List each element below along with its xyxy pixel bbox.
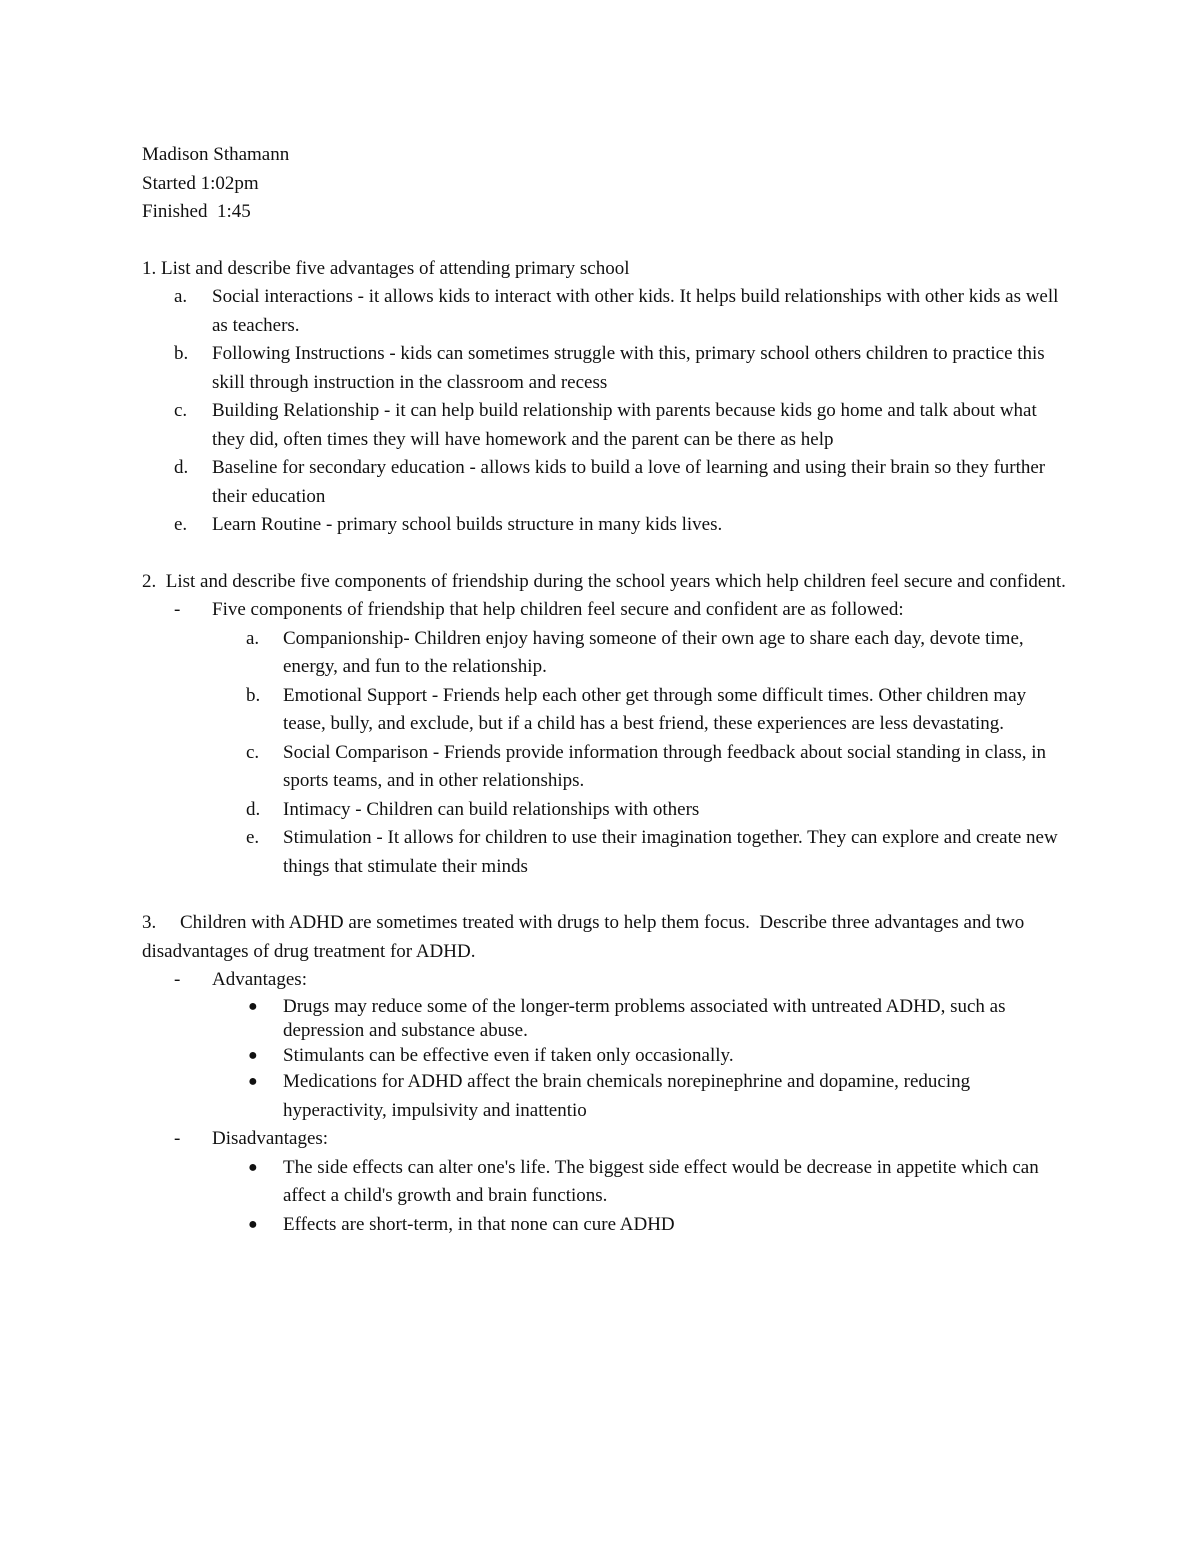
list-item-text: Drugs may reduce some of the longer-term problems associated with untreated ADHD, such as depression and substance abuse. xyxy=(283,995,1006,1041)
list-item-text: Companionship- Children enjoy having someone of their own age to share each day, devote time, energy, and fun to the relationship. xyxy=(283,627,1024,677)
question-1-prompt: 1. List and describe five advantages of attending primary school xyxy=(142,257,630,279)
list-item-text: Building Relationship - it can help build relationship with parents because kids go home and talk about what they did, often times they will have homework and the parent can be there as help xyxy=(212,400,1037,450)
list-item xyxy=(142,596,1072,625)
list-marker: c. xyxy=(174,400,188,421)
bullet-icon: ● xyxy=(248,1046,258,1064)
author-name: Madison Sthamann xyxy=(142,144,290,165)
list-item xyxy=(142,283,1072,340)
dash-marker: - xyxy=(174,969,181,990)
list-item-text: Five components of friendship that help children feel secure and confident are as followed: xyxy=(212,599,904,620)
advantages-heading xyxy=(142,966,1072,995)
list-item-text: The side effects can alter one's life. The biggest side effect would be decrease in appetite which can affect a child's growth and brain functions. xyxy=(283,1156,1039,1206)
bullet-icon: ● xyxy=(248,1158,258,1176)
document-page xyxy=(142,141,1072,1239)
list-item-text: Baseline for secondary education - allows kids to build a love of learning and using their brain so they further their education xyxy=(212,457,1046,507)
question-3 xyxy=(142,909,1072,1239)
list-item-text: Medications for ADHD affect the brain chemicals norepinephrine and dopamine, reducing hyperactivity, impulsivity and inattentio xyxy=(283,1071,971,1121)
list-marker: a. xyxy=(246,627,260,649)
question-1 xyxy=(142,255,1072,540)
list-item xyxy=(142,824,1072,881)
list-item xyxy=(142,796,1072,825)
list-item xyxy=(142,511,1072,540)
list-item xyxy=(142,340,1072,397)
question-3-prompt: 3. Children with ADHD are sometimes treated with drugs to help them focus. Describe three advantages and two disadvantages of drug treatment for ADHD. xyxy=(142,912,1029,962)
list-item xyxy=(142,1211,1072,1240)
list-item-text: Social interactions - it allows kids to interact with other kids. It helps build relationships with other kids as well as teachers. xyxy=(212,286,1059,336)
question-2-prompt: 2. List and describe five components of friendship during the school years which help children feel secure and confident. xyxy=(142,570,1066,592)
list-item-text: Effects are short-term, in that none can cure ADHD xyxy=(283,1213,675,1235)
bullet-icon: ● xyxy=(248,1073,258,1090)
question-2 xyxy=(142,568,1072,882)
list-item-text: Learn Routine - primary school builds structure in many kids lives. xyxy=(212,514,723,535)
list-marker: e. xyxy=(246,827,260,848)
list-marker: e. xyxy=(174,514,188,535)
disadvantages-heading xyxy=(142,1125,1072,1154)
list-item xyxy=(142,625,1072,682)
list-item-text: Emotional Support - Friends help each other get through some difficult times. Other children may tease, bully, and exclude, but if a child has a best friend, these experiences are less devastating. xyxy=(283,684,1027,734)
list-item-text: Stimulants can be effective even if taken only occasionally. xyxy=(283,1044,734,1066)
disadvantages-list xyxy=(142,1154,1072,1240)
advantages-list xyxy=(142,995,1072,1126)
list-item xyxy=(142,454,1072,511)
document-header xyxy=(142,141,1072,227)
list-item xyxy=(142,1154,1072,1211)
list-item xyxy=(142,397,1072,454)
start-time: Started 1:02pm xyxy=(142,172,259,194)
list-item xyxy=(142,739,1072,796)
list-marker: d. xyxy=(246,798,261,820)
list-item-text: Stimulation - It allows for children to use their imagination together. They can explore and create new things that stimulate their minds xyxy=(283,827,1058,877)
disadvantages-label: Disadvantages: xyxy=(212,1128,329,1149)
list-item-text: Social Comparison - Friends provide information through feedback about social standing in class, in sports teams, and in other relationships. xyxy=(283,741,1047,791)
finish-time: Finished 1:45 xyxy=(142,201,251,222)
list-item xyxy=(142,995,1072,1044)
list-marker: a. xyxy=(174,286,188,307)
list-marker: b. xyxy=(246,684,261,706)
list-marker: d. xyxy=(174,457,189,478)
advantages-label: Advantages: xyxy=(212,969,307,990)
list-item-text: Intimacy - Children can build relationships with others xyxy=(283,798,700,820)
bullet-icon: ● xyxy=(248,1215,258,1233)
list-item-text: Following Instructions - kids can sometimes struggle with this, primary school others children to practice this skill through instruction in the classroom and recess xyxy=(212,343,1045,393)
list-item xyxy=(142,1044,1072,1069)
bullet-icon: ● xyxy=(248,997,258,1015)
list-marker: c. xyxy=(246,741,260,763)
dash-marker: - xyxy=(174,1128,181,1149)
list-item xyxy=(142,1068,1072,1125)
list-item xyxy=(142,682,1072,739)
list-marker: b. xyxy=(174,343,189,364)
dash-marker: - xyxy=(174,599,181,620)
